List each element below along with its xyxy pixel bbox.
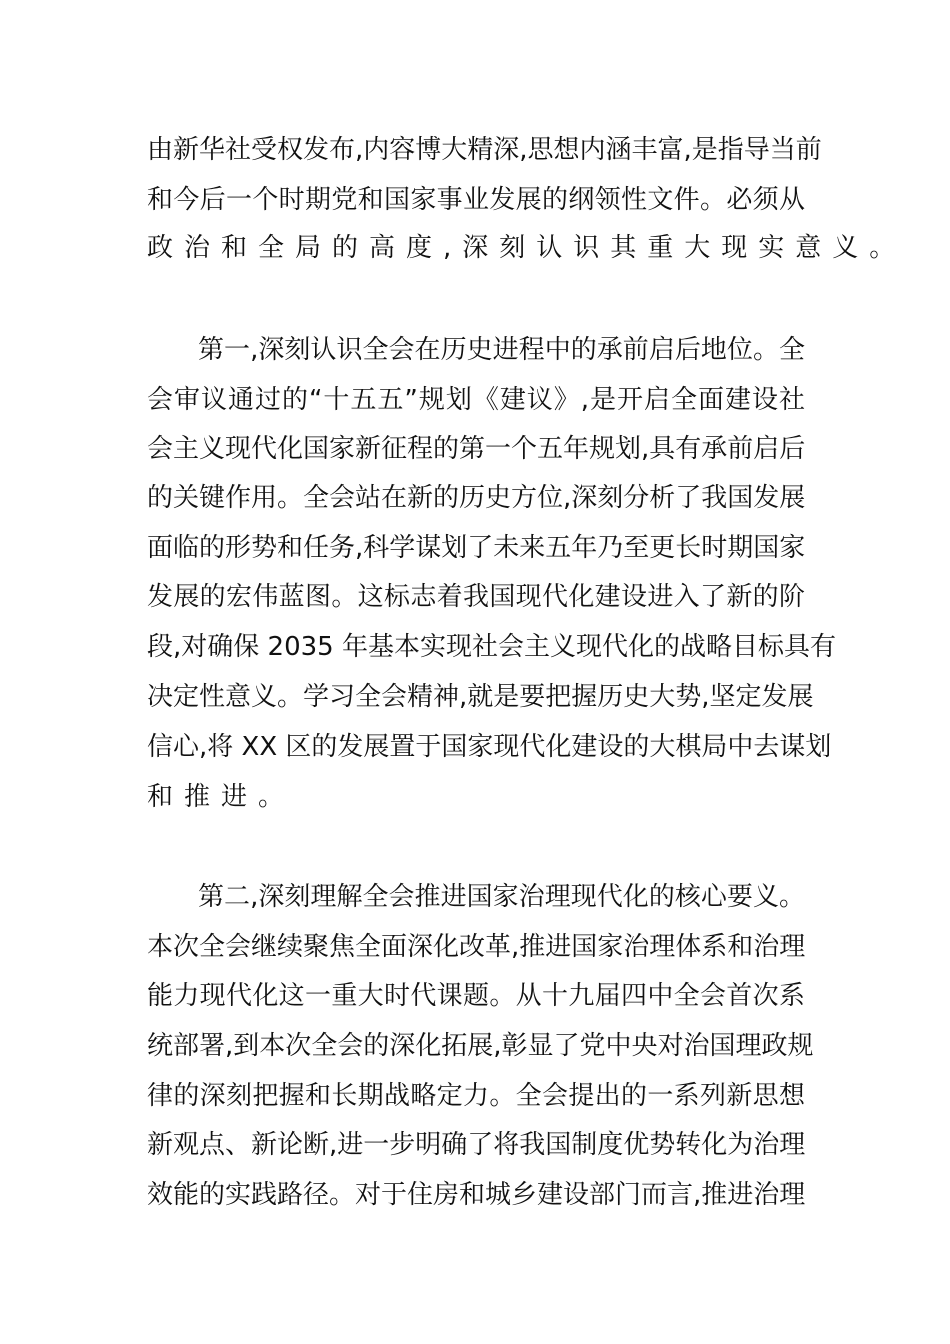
text-line: 发展的宏伟蓝图。这标志着我国现代化建设进入了新的阶: [147, 582, 805, 612]
text-line: 决定性意义。学习全会精神,就是要把握历史大势,坚定发展: [147, 682, 814, 712]
text-line: 和推进。: [147, 782, 296, 812]
text-line: 第一,深刻认识全会在历史进程中的承前启后地位。全: [198, 335, 805, 365]
text-line: 会主义现代化国家新征程的第一个五年规划,具有承前启后: [147, 434, 806, 464]
text-line: 由新华社受权发布,内容博大精深,思想内涵丰富,是指导当前: [147, 135, 822, 165]
text-line: 的关键作用。全会站在新的历史方位,深刻分析了我国发展: [147, 483, 806, 513]
text-line: 会审议通过的“十五五”规划《建议》,是开启全面建设社: [147, 385, 805, 415]
text-line: 本次全会继续聚焦全面深化改革,推进国家治理体系和治理: [147, 932, 806, 962]
text-line: 律的深刻把握和长期战略定力。全会提出的一系列新思想: [147, 1081, 805, 1111]
text-line: 段,对确保 2035 年基本实现社会主义现代化的战略目标具有: [147, 632, 836, 662]
text-line: 信心,将 XX 区的发展置于国家现代化建设的大棋局中去谋划: [147, 732, 832, 762]
text-line: 第二,深刻理解全会推进国家治理现代化的核心要义。: [198, 882, 805, 912]
text-line: 效能的实践路径。对于住房和城乡建设部门而言,推进治理: [147, 1180, 806, 1210]
text-line: 面临的形势和任务,科学谋划了未来五年乃至更长时期国家: [147, 533, 806, 563]
text-line: 和今后一个时期党和国家事业发展的纲领性文件。必须从: [147, 185, 805, 215]
text-line: 新观点、新论断,进一步明确了将我国制度优势转化为治理: [147, 1130, 806, 1160]
text-line: 政治和全局的高度,深刻认识其重大现实意义。: [147, 233, 907, 263]
text-line: 统部署,到本次全会的深化拓展,彰显了党中央对治国理政规: [147, 1031, 814, 1061]
text-line: 能力现代化这一重大时代课题。从十九届四中全会首次系: [147, 981, 805, 1011]
